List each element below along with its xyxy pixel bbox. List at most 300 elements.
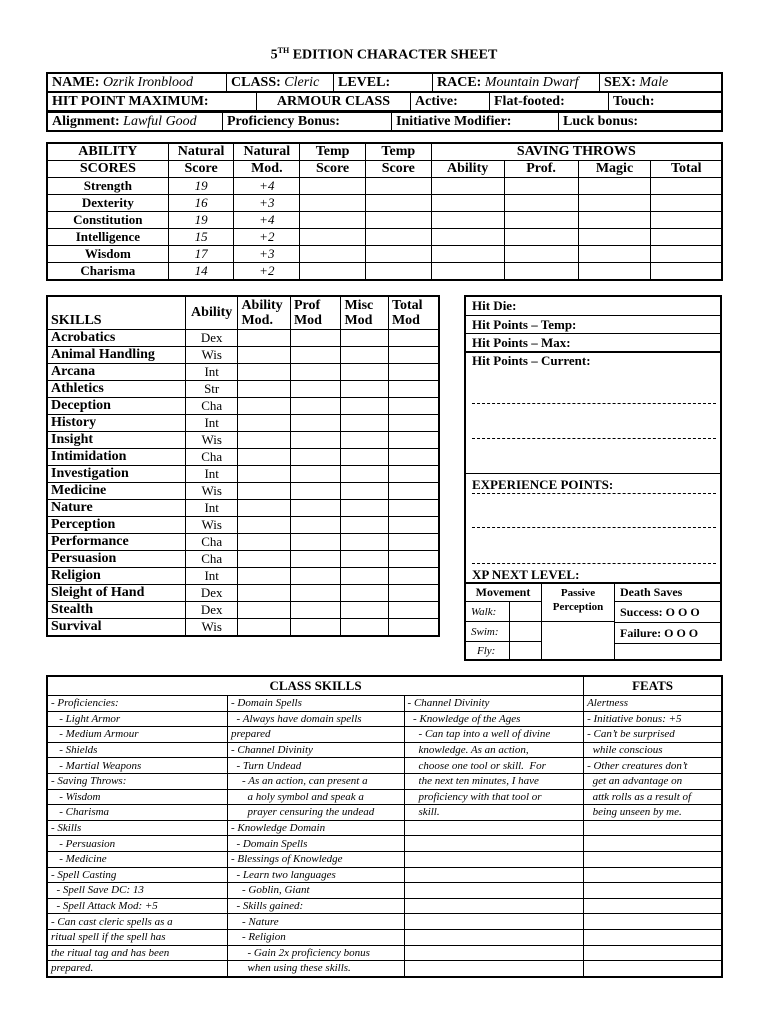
- skill-total-mod[interactable]: [388, 381, 439, 398]
- hp-max-field[interactable]: HIT POINT MAXIMUM:: [47, 93, 257, 112]
- class-skill-row: [47, 805, 722, 821]
- skill-name: Intimidation: [47, 449, 185, 466]
- skill-misc-mod[interactable]: [341, 585, 388, 602]
- skill-ability: Wis: [185, 483, 238, 500]
- sheet-title: 5TH EDITION CHARACTER SHEET: [270, 46, 498, 63]
- class-skill-col3: - Channel Divinity: [404, 696, 584, 712]
- class-skill-col4: [584, 851, 722, 867]
- skill-ability: Wis: [185, 517, 238, 534]
- class-skill-col2: prepared: [228, 727, 405, 743]
- ac-flat-field[interactable]: Flat-footed:: [490, 93, 609, 112]
- skill-ability: Cha: [185, 449, 238, 466]
- skill-ability-mod[interactable]: [238, 500, 291, 517]
- skill-ability: Int: [185, 364, 238, 381]
- class-skill-row: [47, 711, 722, 727]
- save-total[interactable]: [651, 212, 722, 229]
- class-skill-col4: [584, 914, 722, 930]
- skill-ability: Cha: [185, 551, 238, 568]
- class-skill-row: [47, 883, 722, 899]
- skill-ability: Cha: [185, 398, 238, 415]
- passive-perception-value[interactable]: [541, 621, 615, 661]
- skill-row: [47, 568, 439, 585]
- class-skill-col4: [584, 883, 722, 899]
- skill-row: [47, 551, 439, 568]
- sex-field[interactable]: Male: [639, 74, 669, 90]
- skill-prof-mod[interactable]: [290, 381, 341, 398]
- skill-misc-mod[interactable]: [341, 483, 388, 500]
- temp-score-2[interactable]: [365, 246, 431, 263]
- ability-score[interactable]: 17: [168, 246, 234, 263]
- skill-total-mod[interactable]: [388, 347, 439, 364]
- class-skill-col4: [584, 898, 722, 914]
- class-skill-col3: the next ten minutes, I have: [404, 773, 584, 789]
- ability-name: Dexterity: [47, 195, 168, 212]
- skill-misc-mod[interactable]: [341, 449, 388, 466]
- skill-name: Survival: [47, 619, 185, 637]
- ability-score[interactable]: 19: [168, 212, 234, 229]
- class-skill-col2: - Goblin, Giant: [228, 883, 405, 899]
- class-skill-col2: - Domain Spells: [228, 836, 405, 852]
- ability-header: ABILITY: [47, 143, 168, 161]
- skill-misc-mod[interactable]: [341, 602, 388, 619]
- skill-prof-mod[interactable]: [290, 330, 341, 347]
- class-skill-col1: - Spell Casting: [47, 867, 228, 883]
- class-skill-col4: attk rolls as a result of: [584, 789, 722, 805]
- class-skill-col4: being unseen by me.: [584, 805, 722, 821]
- death-success-field[interactable]: Success: O O O: [614, 601, 722, 623]
- class-skill-col3: [404, 820, 584, 836]
- luck-field[interactable]: Luck bonus:: [559, 113, 723, 132]
- temp-score-2[interactable]: [365, 195, 431, 212]
- save-magic[interactable]: [578, 263, 651, 281]
- class-skill-row: [47, 929, 722, 945]
- skill-ability: Int: [185, 415, 238, 432]
- xp-next-field[interactable]: XP NEXT LEVEL:: [472, 567, 580, 582]
- skill-misc-mod[interactable]: [341, 500, 388, 517]
- skill-prof-mod[interactable]: [290, 500, 341, 517]
- class-skill-col3: choose one tool or skill. For: [404, 758, 584, 774]
- skill-name: Sleight of Hand: [47, 585, 185, 602]
- skill-row: [47, 517, 439, 534]
- class-skill-col3: - Knowledge of the Ages: [404, 711, 584, 727]
- skill-misc-mod[interactable]: [341, 619, 388, 637]
- skill-ability: Wis: [185, 347, 238, 364]
- class-skill-col4: - Other creatures don’t: [584, 758, 722, 774]
- ability-score[interactable]: 15: [168, 229, 234, 246]
- skill-prof-mod[interactable]: [290, 449, 341, 466]
- class-skill-row: [47, 914, 722, 930]
- skill-misc-mod[interactable]: [341, 517, 388, 534]
- class-skill-col1: - Shields: [47, 742, 228, 758]
- skill-row: [47, 602, 439, 619]
- class-skill-col1: - Spell Attack Mod: +5: [47, 898, 228, 914]
- header-row-2: [46, 92, 723, 112]
- save-ability[interactable]: [431, 246, 504, 263]
- skill-ability: Dex: [185, 585, 238, 602]
- save-ability[interactable]: [431, 212, 504, 229]
- skill-ability-mod[interactable]: [238, 432, 291, 449]
- walk-speed-field[interactable]: [509, 601, 542, 622]
- skill-prof-mod[interactable]: [290, 585, 341, 602]
- proficiency-field[interactable]: Proficiency Bonus:: [223, 113, 392, 132]
- ability-name: Charisma: [47, 263, 168, 281]
- class-skill-col3: [404, 883, 584, 899]
- skill-prof-mod[interactable]: [290, 415, 341, 432]
- skill-ability: Dex: [185, 330, 238, 347]
- class-skill-col2: prayer censuring the undead: [228, 805, 405, 821]
- class-skill-row: [47, 898, 722, 914]
- skill-ability-mod[interactable]: [238, 619, 291, 637]
- class-skill-col1: - Can cast cleric spells as a: [47, 914, 228, 930]
- skill-total-mod[interactable]: [388, 398, 439, 415]
- save-magic[interactable]: [578, 229, 651, 246]
- skill-prof-mod[interactable]: [290, 517, 341, 534]
- class-skill-col2: - Channel Divinity: [228, 742, 405, 758]
- class-skill-col4: [584, 929, 722, 945]
- temp-score[interactable]: [300, 246, 366, 263]
- skill-row: [47, 449, 439, 466]
- skill-prof-mod[interactable]: [290, 602, 341, 619]
- ability-scores-table: ABILITY Natural Natural Temp Temp SAVING THROWS SCORES Score Mod. Score Score Ability Prof. Magic Total Strength 19 +4 Dexterity 16 +3 Constitution 19 +4 Intelligence 15 +2 Wisdom 17 +3 Charisma 14 +2: [46, 142, 723, 281]
- temp-score-2[interactable]: [365, 212, 431, 229]
- level-field[interactable]: LEVEL:: [338, 74, 391, 90]
- class-skill-col4: get an advantage on: [584, 773, 722, 789]
- class-skill-col3: [404, 914, 584, 930]
- death-saves-header: Death Saves: [614, 582, 722, 602]
- skill-total-mod[interactable]: [388, 432, 439, 449]
- skill-row: [47, 500, 439, 517]
- save-prof[interactable]: [504, 229, 578, 246]
- skill-name: Insight: [47, 432, 185, 449]
- skill-ability-mod[interactable]: [238, 534, 291, 551]
- class-skill-col2: - Turn Undead: [228, 758, 405, 774]
- skill-name: Athletics: [47, 381, 185, 398]
- skill-ability-mod[interactable]: [238, 602, 291, 619]
- skill-prof-mod[interactable]: [290, 483, 341, 500]
- ability-mod[interactable]: +2: [234, 263, 300, 281]
- save-magic[interactable]: [578, 246, 651, 263]
- skill-row: [47, 483, 439, 500]
- character-header: NAME: Ozrik Ironblood CLASS: Cleric LEVEL: RACE: Mountain Dwarf SEX: Male: [46, 72, 723, 93]
- class-skill-col1: - Medicine: [47, 851, 228, 867]
- skills-header: SKILLS: [47, 296, 185, 330]
- class-skill-row: [47, 727, 722, 743]
- class-skill-col4: [584, 961, 722, 977]
- class-skill-col4: [584, 836, 722, 852]
- class-skills-header: CLASS SKILLS: [47, 676, 584, 696]
- temp-score-2[interactable]: [365, 229, 431, 246]
- skill-name: Acrobatics: [47, 330, 185, 347]
- class-skill-row: [47, 836, 722, 852]
- passive-perception-field[interactable]: Passive Perception: [541, 582, 615, 622]
- ability-score[interactable]: 14: [168, 263, 234, 281]
- skill-row: [47, 398, 439, 415]
- skill-total-mod[interactable]: [388, 517, 439, 534]
- skill-name: Religion: [47, 568, 185, 585]
- class-skill-row: [47, 820, 722, 836]
- skill-ability-mod[interactable]: [238, 517, 291, 534]
- class-skill-col1: - Proficiencies:: [47, 696, 228, 712]
- name-field[interactable]: Ozrik Ironblood: [102, 74, 194, 90]
- class-skill-col1: - Skills: [47, 820, 228, 836]
- save-prof[interactable]: [504, 178, 578, 195]
- swim-speed-field[interactable]: [509, 621, 542, 642]
- save-total[interactable]: [651, 195, 722, 212]
- feats-header: FEATS: [584, 676, 722, 696]
- class-skill-col1: - Persuasion: [47, 836, 228, 852]
- ability-mod[interactable]: +3: [234, 246, 300, 263]
- ability-name: Strength: [47, 178, 168, 195]
- skill-total-mod[interactable]: [388, 602, 439, 619]
- skill-row: [47, 330, 439, 347]
- save-magic[interactable]: [578, 212, 651, 229]
- save-total[interactable]: [651, 246, 722, 263]
- skills-table: SKILLS Ability Ability Mod. Prof Mod Misc Mod Total Mod Acrobatics Dex Animal Handling Wis Arcana Int Athletics Str Deception Cha History Int Insight Wis Intimidation Cha Investigation Int Medicine Wis Nature Int Perception Wis Performance Cha Persuasion Cha Religion Int Sleight of Hand Dex Stealth Dex Survival Wis: [46, 295, 440, 637]
- ac-active-field[interactable]: Active:: [411, 93, 490, 112]
- class-skill-col1: - Saving Throws:: [47, 773, 228, 789]
- skill-misc-mod[interactable]: [341, 415, 388, 432]
- header-row-3: Alignment: Lawful Good Proficiency Bonus: Initiative Modifier: Luck bonus:: [46, 112, 723, 132]
- skill-misc-mod[interactable]: [341, 347, 388, 364]
- skill-row: [47, 432, 439, 449]
- class-skill-col2: - Skills gained:: [228, 898, 405, 914]
- race-field[interactable]: Mountain Dwarf: [484, 74, 579, 90]
- ability-mod[interactable]: +2: [234, 229, 300, 246]
- skill-misc-mod[interactable]: [341, 381, 388, 398]
- skill-misc-mod[interactable]: [341, 534, 388, 551]
- skill-misc-mod[interactable]: [341, 398, 388, 415]
- ability-row: [47, 263, 722, 281]
- skill-misc-mod[interactable]: [341, 568, 388, 585]
- class-field[interactable]: Cleric: [284, 74, 320, 90]
- save-prof[interactable]: [504, 246, 578, 263]
- class-skill-row: [47, 696, 722, 712]
- class-skill-col4: [584, 867, 722, 883]
- ability-name: Intelligence: [47, 229, 168, 246]
- skill-total-mod[interactable]: [388, 619, 439, 637]
- class-skill-col1: prepared.: [47, 961, 228, 977]
- class-skill-col2: a holy symbol and speak a: [228, 789, 405, 805]
- skill-row: [47, 347, 439, 364]
- skill-ability: Wis: [185, 619, 238, 637]
- ac-touch-field[interactable]: Touch:: [609, 93, 723, 112]
- skill-row: [47, 585, 439, 602]
- skill-total-mod[interactable]: [388, 466, 439, 483]
- temp-score[interactable]: [300, 212, 366, 229]
- ac-label: ARMOUR CLASS: [257, 93, 411, 112]
- skill-prof-mod[interactable]: [290, 347, 341, 364]
- save-magic[interactable]: [578, 195, 651, 212]
- skill-name: Performance: [47, 534, 185, 551]
- skill-ability-mod[interactable]: [238, 568, 291, 585]
- skill-total-mod[interactable]: [388, 449, 439, 466]
- save-prof[interactable]: [504, 212, 578, 229]
- save-ability[interactable]: [431, 195, 504, 212]
- save-total[interactable]: [651, 178, 722, 195]
- saving-throws-header: SAVING THROWS: [431, 143, 722, 161]
- ability-mod[interactable]: +4: [234, 178, 300, 195]
- skill-total-mod[interactable]: [388, 415, 439, 432]
- class-skill-col1: - Martial Weapons: [47, 758, 228, 774]
- class-skill-col1: - Medium Armour: [47, 727, 228, 743]
- class-skill-col1: ritual spell if the spell has: [47, 929, 228, 945]
- skill-total-mod[interactable]: [388, 551, 439, 568]
- hit-die-field[interactable]: Hit Die:: [472, 298, 517, 313]
- skill-prof-mod[interactable]: [290, 432, 341, 449]
- skill-misc-mod[interactable]: [341, 330, 388, 347]
- skill-prof-mod[interactable]: [290, 534, 341, 551]
- temp-score[interactable]: [300, 263, 366, 281]
- class-skill-row: [47, 773, 722, 789]
- skill-row: [47, 619, 439, 637]
- skill-prof-mod[interactable]: [290, 568, 341, 585]
- skill-name: Medicine: [47, 483, 185, 500]
- skill-total-mod[interactable]: [388, 585, 439, 602]
- death-failure-field[interactable]: Failure: O O O: [614, 622, 722, 644]
- skill-name: History: [47, 415, 185, 432]
- skill-ability: Str: [185, 381, 238, 398]
- class-skill-col3: [404, 929, 584, 945]
- skill-name: Animal Handling: [47, 347, 185, 364]
- skill-row: [47, 415, 439, 432]
- skill-total-mod[interactable]: [388, 500, 439, 517]
- class-skill-row: [47, 961, 722, 977]
- skill-ability: Int: [185, 568, 238, 585]
- skill-prof-mod[interactable]: [290, 398, 341, 415]
- skill-ability-mod[interactable]: [238, 415, 291, 432]
- skill-total-mod[interactable]: [388, 483, 439, 500]
- class-skill-col3: [404, 945, 584, 961]
- skill-total-mod[interactable]: [388, 534, 439, 551]
- ability-score[interactable]: 19: [168, 178, 234, 195]
- skill-total-mod[interactable]: [388, 568, 439, 585]
- class-skill-col4: - Initiative bonus: +5: [584, 711, 722, 727]
- ability-mod[interactable]: +3: [234, 195, 300, 212]
- skill-ability-mod[interactable]: [238, 364, 291, 381]
- class-skills-table: [46, 675, 723, 978]
- ability-row: [47, 178, 722, 195]
- class-skill-col2: when using these skills.: [228, 961, 405, 977]
- class-skill-row: [47, 742, 722, 758]
- save-prof[interactable]: [504, 263, 578, 281]
- save-prof[interactable]: [504, 195, 578, 212]
- class-skill-col4: [584, 945, 722, 961]
- temp-score[interactable]: [300, 229, 366, 246]
- save-ability[interactable]: [431, 263, 504, 281]
- skill-ability: Cha: [185, 534, 238, 551]
- skill-name: Arcana: [47, 364, 185, 381]
- skill-row: [47, 534, 439, 551]
- ability-score[interactable]: 16: [168, 195, 234, 212]
- class-skill-col3: [404, 836, 584, 852]
- skill-prof-mod[interactable]: [290, 551, 341, 568]
- class-skill-col1: - Wisdom: [47, 789, 228, 805]
- skill-ability: Int: [185, 466, 238, 483]
- class-skill-row: [47, 789, 722, 805]
- skill-ability-mod[interactable]: [238, 347, 291, 364]
- skill-prof-mod[interactable]: [290, 466, 341, 483]
- class-skill-col3: skill.: [404, 805, 584, 821]
- skill-row: [47, 364, 439, 381]
- skill-prof-mod[interactable]: [290, 364, 341, 381]
- temp-score[interactable]: [300, 178, 366, 195]
- ability-row: [47, 246, 722, 263]
- alignment-field[interactable]: Lawful Good: [123, 113, 197, 129]
- movement-section: Movement Passive Perception Death Saves Success: O O O Failure: O O O Walk: Swim: Fly:: [464, 582, 722, 661]
- skill-total-mod[interactable]: [388, 330, 439, 347]
- skill-ability-mod[interactable]: [238, 483, 291, 500]
- skill-ability-mod[interactable]: [238, 398, 291, 415]
- class-skill-col2: - Religion: [228, 929, 405, 945]
- skill-prof-mod[interactable]: [290, 619, 341, 637]
- initiative-field[interactable]: Initiative Modifier:: [392, 113, 559, 132]
- hp-temp-field[interactable]: Hit Points – Temp:: [472, 317, 577, 332]
- skill-name: Perception: [47, 517, 185, 534]
- skill-ability-mod[interactable]: [238, 381, 291, 398]
- class-skill-col3: [404, 898, 584, 914]
- save-ability[interactable]: [431, 229, 504, 246]
- save-ability[interactable]: [431, 178, 504, 195]
- class-skill-col3: [404, 851, 584, 867]
- class-skill-col1: - Charisma: [47, 805, 228, 821]
- class-skill-col3: knowledge. As an action,: [404, 742, 584, 758]
- class-skill-col3: - Can tap into a well of divine: [404, 727, 584, 743]
- class-skill-col1: - Spell Save DC: 13: [47, 883, 228, 899]
- skill-row: [47, 466, 439, 483]
- skill-name: Deception: [47, 398, 185, 415]
- skill-ability: Wis: [185, 432, 238, 449]
- skill-ability: Dex: [185, 602, 238, 619]
- save-total[interactable]: [651, 229, 722, 246]
- skill-ability: Int: [185, 500, 238, 517]
- class-skill-row: [47, 758, 722, 774]
- skill-name: Nature: [47, 500, 185, 517]
- skill-misc-mod[interactable]: [341, 364, 388, 381]
- class-skill-row: [47, 945, 722, 961]
- ability-name: Constitution: [47, 212, 168, 229]
- class-skill-col3: proficiency with that tool or: [404, 789, 584, 805]
- hp-max-panel-field[interactable]: Hit Points – Max:: [472, 335, 571, 350]
- skill-misc-mod[interactable]: [341, 551, 388, 568]
- ability-mod[interactable]: +4: [234, 212, 300, 229]
- skill-ability-mod[interactable]: [238, 466, 291, 483]
- fly-speed-field[interactable]: [509, 641, 542, 661]
- skill-name: Stealth: [47, 602, 185, 619]
- temp-score[interactable]: [300, 195, 366, 212]
- skill-total-mod[interactable]: [388, 364, 439, 381]
- class-skill-row: [47, 867, 722, 883]
- skill-misc-mod[interactable]: [341, 432, 388, 449]
- skill-ability-mod[interactable]: [238, 449, 291, 466]
- skill-ability-mod[interactable]: [238, 585, 291, 602]
- class-skill-col3: [404, 961, 584, 977]
- skill-ability-mod[interactable]: [238, 551, 291, 568]
- save-magic[interactable]: [578, 178, 651, 195]
- temp-score-2[interactable]: [365, 263, 431, 281]
- class-skill-col2: - Domain Spells: [228, 696, 405, 712]
- class-skill-col2: - Blessings of Knowledge: [228, 851, 405, 867]
- temp-score-2[interactable]: [365, 178, 431, 195]
- class-skill-col1: - Light Armor: [47, 711, 228, 727]
- hp-current-field[interactable]: Hit Points – Current:: [472, 353, 591, 368]
- skill-ability-mod[interactable]: [238, 330, 291, 347]
- save-total[interactable]: [651, 263, 722, 281]
- experience-field[interactable]: EXPERIENCE POINTS:: [472, 477, 614, 492]
- skill-misc-mod[interactable]: [341, 466, 388, 483]
- class-skill-col4: Alertness: [584, 696, 722, 712]
- class-skill-row: [47, 851, 722, 867]
- skill-row: [47, 381, 439, 398]
